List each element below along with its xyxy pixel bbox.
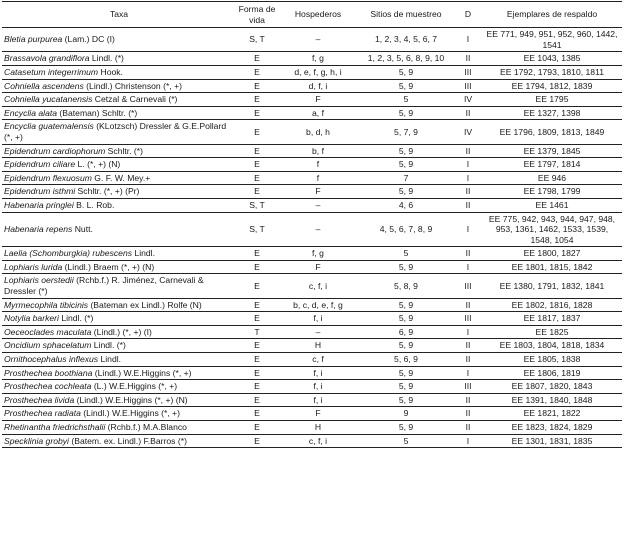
d-cell: II xyxy=(454,393,482,407)
sitios-cell: 5, 6, 9 xyxy=(358,353,454,367)
table-row xyxy=(2,393,622,407)
taxa-cell xyxy=(2,52,236,66)
forma-cell: E xyxy=(236,260,278,274)
taxa-cell xyxy=(2,260,236,274)
forma-cell: E xyxy=(236,393,278,407)
taxa-cell xyxy=(2,144,236,158)
species-name: Habenaria pringlei xyxy=(4,199,74,210)
sitios-cell: 5, 9 xyxy=(358,106,454,120)
species-name: Prosthechea boothiana xyxy=(4,367,93,378)
d-cell: I xyxy=(454,28,482,52)
ejemplares-cell: EE 1806, 1819 xyxy=(482,366,622,380)
sitios-cell: 7 xyxy=(358,171,454,185)
sitios-cell: 5 xyxy=(358,93,454,107)
species-name: Catasetum integerrimum xyxy=(4,66,99,77)
species-name: Prosthechea radiata xyxy=(4,408,81,419)
forma-cell: E xyxy=(236,93,278,107)
table-row xyxy=(2,212,622,247)
species-author: (Lindl.) W.E.Higgins (*, +) (N) xyxy=(74,394,188,405)
taxa-cell xyxy=(2,434,236,448)
header-hospederos: Hospederos xyxy=(278,2,358,28)
d-cell: III xyxy=(454,312,482,326)
header-sitios-de-muestreo: Sitios de muestreo xyxy=(358,2,454,28)
ejemplares-cell: EE 1823, 1824, 1829 xyxy=(482,421,622,435)
taxa-cell xyxy=(2,325,236,339)
table-row xyxy=(2,120,622,144)
hospederos-cell: f, i xyxy=(278,380,358,394)
species-name: Oncidium sphacelatum xyxy=(4,340,92,351)
table-row xyxy=(2,434,622,448)
taxa-cell xyxy=(2,28,236,52)
forma-cell: E xyxy=(236,185,278,199)
species-author: (Lindl.) Braem (*, +) (N) xyxy=(62,261,155,272)
species-name: Epidendrum flexuosum xyxy=(4,172,92,183)
ejemplares-cell: EE 1805, 1838 xyxy=(482,353,622,367)
ejemplares-cell: EE 775, 942, 943, 944, 947, 948, 953, 1361, 1462, 1533, 1539, 1548, 1054 xyxy=(482,212,622,247)
species-name: Lophiaris oerstedii xyxy=(4,275,74,286)
species-author: Cetzal & Carnevali (*) xyxy=(92,94,178,105)
ejemplares-cell: EE 1379, 1845 xyxy=(482,144,622,158)
forma-cell: E xyxy=(236,274,278,298)
species-author: (Bateman) Schltr. (*) xyxy=(57,107,138,118)
d-cell: II xyxy=(454,339,482,353)
sitios-cell: 5, 9 xyxy=(358,298,454,312)
hospederos-cell: d, e, f, g, h, i xyxy=(278,65,358,79)
table-row xyxy=(2,407,622,421)
ejemplares-cell: EE 1797, 1814 xyxy=(482,158,622,172)
table-row xyxy=(2,171,622,185)
d-cell: I xyxy=(454,212,482,247)
hospederos-cell: F xyxy=(278,93,358,107)
d-cell: II xyxy=(454,106,482,120)
table-header-row xyxy=(2,2,622,28)
d-cell: II xyxy=(454,421,482,435)
forma-cell: E xyxy=(236,312,278,326)
hospederos-cell: F xyxy=(278,185,358,199)
ejemplares-cell: EE 1043, 1385 xyxy=(482,52,622,66)
d-cell: III xyxy=(454,65,482,79)
hospederos-cell: a, f xyxy=(278,106,358,120)
ejemplares-cell: EE 1794, 1812, 1839 xyxy=(482,79,622,93)
species-author: G. F. W. Mey.+ xyxy=(91,172,151,183)
taxa-cell xyxy=(2,106,236,120)
hospederos-cell: – xyxy=(278,28,358,52)
species-author: (Lindl.) Christenson (*, +) xyxy=(83,80,182,91)
sitios-cell: 5, 9 xyxy=(358,185,454,199)
d-cell: II xyxy=(454,52,482,66)
forma-cell: E xyxy=(236,158,278,172)
species-name: Habenaria repens xyxy=(4,224,73,235)
sitios-cell: 5 xyxy=(358,434,454,448)
table-row xyxy=(2,198,622,212)
species-name: Brassavola grandiflora xyxy=(4,53,90,64)
hospederos-cell: b, f xyxy=(278,144,358,158)
table-row xyxy=(2,106,622,120)
forma-cell: E xyxy=(236,79,278,93)
sitios-cell: 4, 6 xyxy=(358,198,454,212)
sitios-cell: 5, 9 xyxy=(358,312,454,326)
table-row xyxy=(2,274,622,298)
species-name: Encyclia alata xyxy=(4,107,58,118)
hospederos-cell: f, g xyxy=(278,247,358,261)
header-taxa: Taxa xyxy=(2,2,236,28)
hospederos-cell: b, c, d, e, f, g xyxy=(278,298,358,312)
species-name: Ornithocephalus inflexus xyxy=(4,354,99,365)
d-cell: I xyxy=(454,158,482,172)
species-name: Laelia (Schomburgkia) rubescens xyxy=(4,248,133,259)
hospederos-cell: d, f, i xyxy=(278,79,358,93)
d-cell: II xyxy=(454,407,482,421)
table-row xyxy=(2,380,622,394)
species-name: Lophiaris lurida xyxy=(4,261,63,272)
species-author: (Rchb.f.) M.A.Blanco xyxy=(105,422,187,432)
forma-cell: E xyxy=(236,366,278,380)
ejemplares-cell: EE 1803, 1804, 1818, 1834 xyxy=(482,339,622,353)
forma-cell: E xyxy=(236,421,278,435)
sitios-cell: 5, 8, 9 xyxy=(358,274,454,298)
hospederos-cell: f, i xyxy=(278,393,358,407)
taxa-cell xyxy=(2,274,236,298)
table-row xyxy=(2,312,622,326)
d-cell: II xyxy=(454,353,482,367)
table-row xyxy=(2,185,622,199)
hospederos-cell: f, i xyxy=(278,366,358,380)
sitios-cell: 5, 9 xyxy=(358,144,454,158)
species-name: Epidendrum ciliare xyxy=(4,159,76,170)
forma-cell: S, T xyxy=(236,198,278,212)
species-name: Prosthechea cochleata xyxy=(4,381,92,392)
hospederos-cell: c, f, i xyxy=(278,434,358,448)
species-author: (Bateman ex Lindl.) Rolfe (N) xyxy=(88,299,202,310)
species-author: (Lindl.) (*, +) (I) xyxy=(91,326,152,337)
ejemplares-cell: EE 1800, 1827 xyxy=(482,247,622,261)
sitios-cell: 4, 5, 6, 7, 8, 9 xyxy=(358,212,454,247)
ejemplares-cell: EE 1301, 1831, 1835 xyxy=(482,434,622,448)
d-cell: I xyxy=(454,434,482,448)
forma-cell: E xyxy=(236,120,278,144)
ejemplares-cell: EE 1817, 1837 xyxy=(482,312,622,326)
species-name: Prosthechea livida xyxy=(4,394,75,405)
hospederos-cell: – xyxy=(278,325,358,339)
species-name: Bletia purpurea xyxy=(4,34,63,45)
ejemplares-cell: EE 1380, 1791, 1832, 1841 xyxy=(482,274,622,298)
sitios-cell: 5, 7, 9 xyxy=(358,120,454,144)
sitios-cell: 5, 9 xyxy=(358,393,454,407)
table-row xyxy=(2,353,622,367)
taxa-cell xyxy=(2,380,236,394)
taxa-cell xyxy=(2,298,236,312)
forma-cell: E xyxy=(236,65,278,79)
d-cell: II xyxy=(454,144,482,158)
header-d: D xyxy=(454,2,482,28)
sitios-cell: 5, 9 xyxy=(358,79,454,93)
table-row xyxy=(2,366,622,380)
taxa-cell xyxy=(2,393,236,407)
forma-cell: E xyxy=(236,171,278,185)
table-row xyxy=(2,28,622,52)
species-name: Cohniella ascendens xyxy=(4,80,84,91)
taxa-cell xyxy=(2,171,236,185)
table-row xyxy=(2,325,622,339)
taxa-cell xyxy=(2,93,236,107)
species-name: Oeceoclades maculata xyxy=(4,326,92,337)
species-author: (KLotzsch) Dressler & G.E.Pollard (*, +) xyxy=(4,121,227,142)
sitios-cell: 5, 9 xyxy=(358,366,454,380)
species-name: Epidendrum cardiophorum xyxy=(4,145,106,156)
table-row xyxy=(2,339,622,353)
ejemplares-cell: EE 1825 xyxy=(482,325,622,339)
taxa-cell xyxy=(2,421,236,435)
forma-cell: E xyxy=(236,144,278,158)
species-name: Specklinia grobyi xyxy=(4,435,69,446)
d-cell: I xyxy=(454,325,482,339)
sitios-cell: 1, 2, 3, 5, 6, 8, 9, 10 xyxy=(358,52,454,66)
species-author: (Batem. ex. Lindl.) F.Barros (*) xyxy=(68,435,187,446)
species-author: Lindl. xyxy=(98,354,122,365)
d-cell: I xyxy=(454,171,482,185)
header-forma-de-vida: Forma de vida xyxy=(236,2,278,28)
ejemplares-cell: EE 1461 xyxy=(482,198,622,212)
forma-cell: T xyxy=(236,325,278,339)
forma-cell: E xyxy=(236,353,278,367)
hospederos-cell: H xyxy=(278,339,358,353)
species-name: Encyclia guatemalensis xyxy=(4,121,94,132)
taxa-cell xyxy=(2,212,236,247)
table-row xyxy=(2,421,622,435)
table-row xyxy=(2,144,622,158)
d-cell: II xyxy=(454,198,482,212)
hospederos-cell: f xyxy=(278,171,358,185)
ejemplares-cell: EE 1792, 1793, 1810, 1811 xyxy=(482,65,622,79)
forma-cell: E xyxy=(236,339,278,353)
ejemplares-cell: EE 1802, 1816, 1828 xyxy=(482,298,622,312)
forma-cell: E xyxy=(236,52,278,66)
hospederos-cell: f xyxy=(278,158,358,172)
species-author: Nutt. xyxy=(72,224,93,235)
taxa-cell xyxy=(2,198,236,212)
table-row xyxy=(2,158,622,172)
forma-cell: S, T xyxy=(236,28,278,52)
hospederos-cell: F xyxy=(278,260,358,274)
hospederos-cell: f, i xyxy=(278,312,358,326)
species-author: Lindl. (*) xyxy=(91,340,126,351)
taxa-cell xyxy=(2,353,236,367)
taxa-cell xyxy=(2,158,236,172)
hospederos-cell: – xyxy=(278,212,358,247)
species-name: Epidendrum isthmi xyxy=(4,186,76,197)
d-cell: II xyxy=(454,298,482,312)
species-name: Myrmecophila tibicinis xyxy=(4,299,89,310)
taxa-cell xyxy=(2,312,236,326)
species-author: L. (*, +) (N) xyxy=(75,159,121,170)
d-cell: I xyxy=(454,366,482,380)
ejemplares-cell: EE 1795 xyxy=(482,93,622,107)
ejemplares-cell: EE 1801, 1815, 1842 xyxy=(482,260,622,274)
d-cell: II xyxy=(454,247,482,261)
hospederos-cell: c, f xyxy=(278,353,358,367)
ejemplares-cell: EE 1391, 1840, 1848 xyxy=(482,393,622,407)
sitios-cell: 1, 2, 3, 4, 5, 6, 7 xyxy=(358,28,454,52)
hospederos-cell: c, f, i xyxy=(278,274,358,298)
forma-cell: E xyxy=(236,434,278,448)
species-author: (Lam.) DC (I) xyxy=(62,34,115,45)
d-cell: II xyxy=(454,185,482,199)
taxa-cell xyxy=(2,339,236,353)
taxa-cell xyxy=(2,79,236,93)
table-row xyxy=(2,247,622,261)
d-cell: III xyxy=(454,79,482,93)
sitios-cell: 5, 9 xyxy=(358,65,454,79)
species-author: (Lindl.) W.E.Higgins (*, +) xyxy=(92,367,192,378)
hospederos-cell: H xyxy=(278,421,358,435)
ejemplares-cell: EE 1798, 1799 xyxy=(482,185,622,199)
species-author: Hook. xyxy=(98,66,123,77)
sitios-cell: 5, 9 xyxy=(358,158,454,172)
table-row xyxy=(2,52,622,66)
d-cell: IV xyxy=(454,93,482,107)
d-cell: IV xyxy=(454,120,482,144)
ejemplares-cell: EE 1327, 1398 xyxy=(482,106,622,120)
d-cell: I xyxy=(454,260,482,274)
table-row xyxy=(2,79,622,93)
taxa-cell xyxy=(2,120,236,144)
d-cell: III xyxy=(454,380,482,394)
ejemplares-cell: EE 771, 949, 951, 952, 960, 1442, 1541 xyxy=(482,28,622,52)
sitios-cell: 5, 9 xyxy=(358,380,454,394)
forma-cell: E xyxy=(236,380,278,394)
sitios-cell: 5, 9 xyxy=(358,260,454,274)
table-row xyxy=(2,93,622,107)
hospederos-cell: f, g xyxy=(278,52,358,66)
ejemplares-cell: EE 1796, 1809, 1813, 1849 xyxy=(482,120,622,144)
species-name: Notylia barkeri xyxy=(4,313,59,324)
sitios-cell: 5, 9 xyxy=(358,421,454,435)
ejemplares-cell: EE 1807, 1820, 1843 xyxy=(482,380,622,394)
hospederos-cell: b, d, h xyxy=(278,120,358,144)
taxa-cell xyxy=(2,65,236,79)
taxa-cell xyxy=(2,185,236,199)
d-cell: III xyxy=(454,274,482,298)
species-author: (Lindl.) W.E.Higgins (*, +) xyxy=(80,408,181,419)
species-author: Schltr. (*, +) (Pr) xyxy=(75,186,140,197)
species-author: Lindl. xyxy=(132,248,155,259)
sitios-cell: 6, 9 xyxy=(358,325,454,339)
species-name: Cohniella yucatanensis xyxy=(4,94,93,105)
forma-cell: E xyxy=(236,407,278,421)
species-author: Schltr. (*) xyxy=(105,145,144,156)
table-row xyxy=(2,65,622,79)
sitios-cell: 9 xyxy=(358,407,454,421)
species-name: Rhetinantha friedrichsthalii xyxy=(4,422,106,432)
forma-cell: E xyxy=(236,247,278,261)
taxa-cell xyxy=(2,366,236,380)
hospederos-cell: – xyxy=(278,198,358,212)
species-author: (Rchb.f.) R. Jiménez, Carnevali & Dressler (*) xyxy=(4,275,204,297)
sitios-cell: 5, 9 xyxy=(358,339,454,353)
forma-cell: E xyxy=(236,106,278,120)
species-author: Lindl. (*) xyxy=(89,53,124,64)
species-author: (L.) W.E.Higgins (*, +) xyxy=(91,381,178,392)
sitios-cell: 5 xyxy=(358,247,454,261)
hospederos-cell: F xyxy=(278,407,358,421)
header-ejemplares: Ejemplares de respaldo xyxy=(482,2,622,28)
table-row xyxy=(2,260,622,274)
ejemplares-cell: EE 1821, 1822 xyxy=(482,407,622,421)
species-author: B. L. Rob. xyxy=(73,199,115,210)
taxa-cell xyxy=(2,407,236,421)
taxa-cell xyxy=(2,247,236,261)
forma-cell: S, T xyxy=(236,212,278,247)
table-row xyxy=(2,298,622,312)
species-table xyxy=(2,1,622,448)
forma-cell: E xyxy=(236,298,278,312)
species-author: Lindl. (*) xyxy=(58,313,94,324)
ejemplares-cell: EE 946 xyxy=(482,171,622,185)
